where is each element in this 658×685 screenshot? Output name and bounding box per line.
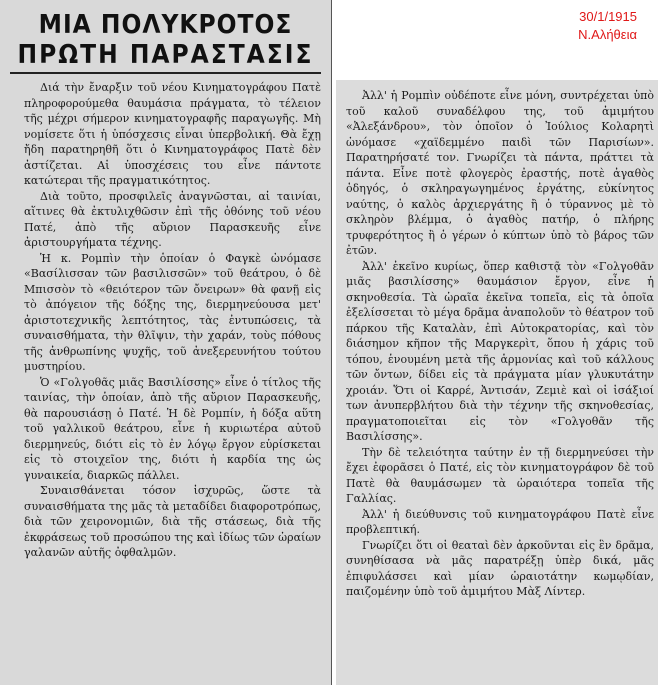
left-paragraph-4: Ὁ «Γολγοθᾶς μιᾶς Βασιλίσσης» εἶνε ὁ τίτλος τῆς ταινίας, τὴν ὁποίαν, ἀπὸ τῆς αὔριον Παρασκευῆς, θὰ παρουσιάσῃ ὁ Πατέ. Ἡ δὲ Ρομπίν, ἡ δόξα αὕτη τοῦ γαλλικοῦ θεάτρου, εἶνε ἡ κυριωτέρα αὐτοῦ διερμηνεύς, διότι εἰς τὸ ἐν λόγῳ ἔργον εὑρίσκεται εἰς τὸ στοιχεῖον της, διότι ἡ καρδία της ὡς γυναικεία, διαρκῶς πάλλει. [24,375,321,482]
right-paragraph-5: Γνωρίζει ὅτι οἱ θεαταὶ δὲν ἀρκοῦνται εἰς ἓν δρᾶμα, συνηθίσασα νὰ μᾶς παρατρέξῃ ὑπὲρ δικά, μᾶς ἐπιφυλάσσει καὶ μίαν ὡραιοτάτην κωμῳδίαν, παιζομένην ὑπὸ τοῦ ἀμιμήτου Μὰξ Λίντερ. [346,538,654,598]
annotation-source: Ν.Αλήθεια [578,27,637,42]
left-paragraph-5: Συναισθάνεται τόσον ἰσχυρῶς, ὥστε τὰ συναισθήματα της μᾶς τὰ μεταδίδει διαφοροτρόπως, διὰ τῶν χειρονομιῶν, διὰ τῆς στάσεως, διὰ τῆς ἐκφράσεως τοῦ προσώπου της καὶ ἰδίως τῶν ὡραίων γαλανῶν αὐτῆς ὀφθαλμῶν. [24,484,321,559]
right-paragraph-3: Τὴν δὲ τελειότητα ταύτην ἐν τῇ διερμηνεύσει τὴν ἔχει ἐφορᾶσει ὁ Πατέ, εἰς τὸν κινηματογράφον δὲ τοῦ Πατὲ θὰ θαυμάσωμεν τὰ ὡραιότερα τοπεῖα τῆς Γαλλίας. [346,445,654,505]
headline-line-2: ΠΡΩΤΗ ΠΑΡΑΣΤΑΣΙΣ [17,40,314,70]
right-column [336,80,658,685]
headline [0,10,331,70]
right-paragraph-4: Ἀλλ' ἡ διεύθυνσις τοῦ κινηματογράφου Πατὲ εἶνε προβλεπτική. [346,507,654,536]
right-paragraph-1: Ἀλλ' ἡ Ρομπὶν οὐδέποτε εἶνε μόνη, συντρέχεται ὑπὸ τοῦ καλοῦ συναδέλφου της, τοῦ ἀμιμήτου «Ἀλεξάνδρου», τὸν ὁποῖον ὁ Ἰούλιος Κολαρητὶ ὠνόμασε «χαϊδεμμένο παιδὶ τῶν Παρισίων». Παρατηρήσατέ τον. Γνωρίζει τὰ πάντα, πράττει τὰ πάντα. Εἶνε ποτὲ φλογερὸς ἐραστής, ποτὲ ἀγαθὸς ὁδηγός, ὁ σκληραγωγημένος ἐργάτης, εὐκίνητος ναύτης, ὁ καλὸς ἀρχιεργάτης ἢ ὁ τύραννος μὲ τὸ σκληρὸν βλέμμα, ὁ ἀγαθὸς πατήρ, ὁ πλήρης τρυφερότητος ἢ ὁ γέρων ὁ κύπτων ὑπὸ τὸ βάρος τῶν ἐτῶν. [346,89,654,257]
annotation-date: 30/1/1915 [579,9,637,24]
left-paragraph-3: Ἡ κ. Ρομπὶν τὴν ὁποίαν ὁ Φαγκὲ ὠνόμασε «Βασίλισσαν τῶν βασιλισσῶν» τοῦ θεάτρου, ὁ δὲ Μπισσὸν τὸ «θειότερον τῶν ὄνειρων» θὰ φανῇ εἰς τὸ ἀπόγειον τῆς δόξης της, διερμηνεύουσα μετ' ἀριστοτεχνικῆς λεπτότητος, τὰς ἐντυπώσεις, τὰ συναισθήματα, τὴν θλῖψιν, τὴν χαράν, τοὺς πόθους τῆς ἀνθρωπίνης ψυχῆς, τοῦ ἀνεξερευνήτου τούτου μυστηρίου. [24,251,321,373]
date-source-annotation [575,8,640,44]
headline-line-1: ΜΙΑ ΠΟΛΥΚΡΟΤΟΣ [38,10,293,40]
left-paragraph-2: Διὰ τοῦτο, προσφιλεῖς ἀναγνῶσται, αἱ ταινίαι, αἵτινες θὰ ἐκτυλιχθῶσιν ἐπὶ τῆς ὀθόνης τοῦ νέου Πατέ, ἀπὸ τῆς αὔριον Παρασκευῆς εἶνε ἀριστουργήματα τέχνης. [24,189,321,249]
right-paragraph-2: Ἀλλ' ἐκεῖνο κυρίως, ὅπερ καθιστᾷ τὸν «Γολγοθᾶν μιᾶς βασιλίσσης» θαυμάσιον ἔργον, εἶνε ἡ σκηνοθεσία. Τὰ ὡραῖα ἐκεῖνα τοπεῖα, εἰς τὰ ὁποῖα ἐξελίσσεται τὸ μέγα δρᾶμα ἀναπολοῦν τὸ θέατρον τοῦ πάρκου τῆς Καταλὰν, ἐπὶ Αὐτοκρατορίας, καὶ τὸν διάσημον κῆπον τῆς Μαργκερὶτ, ὅπου ἡ χάρις τοῦ τόπου, ἑνουμένη μετὰ τῆς ἁρμονίας καὶ τοῦ κάλλους τῶν ὄντων, δίδει εἰς τὰ πράγματα μίαν γλυκυτάτην χροιάν. Ὅτι οἱ Καρρέ, Ἀντισάν, Ζεμιὲ καὶ οἱ ἰσάξιοί των ἀνυπερβλήτου διὰ τὴν τέχνην τῆς σκηνοθεσίας, πραγματοποιεῖται εἰς τὸν «Γολγοθᾶν τῆς Βασιλίσσης». [346,259,654,443]
left-paragraph-1: Διά τὴν ἔναρξιν τοῦ νέου Κινηματογράφου Πατὲ πληροφορούμεθα θαυμάσια πράγματα, τὸ τέλειον τῆς μέχρι σήμερον κινηματογραφῆς παραγωγῆς. Μὴ νομίσετε ὅτι ἡ ὑπόσχεσις εἶναι ὑπερβολική. Θὰ ἔχῃ ἤδη παρατηρηθῆ ὅτι ὁ Κινηματογράφος Πατὲ δὲν ἀστίζεται. Αἱ ὑποσχέσεις του εἶνε πάντοτε κατώτεραι τῆς πραγματικότητος. [24,81,321,187]
headline-rule [10,72,321,74]
